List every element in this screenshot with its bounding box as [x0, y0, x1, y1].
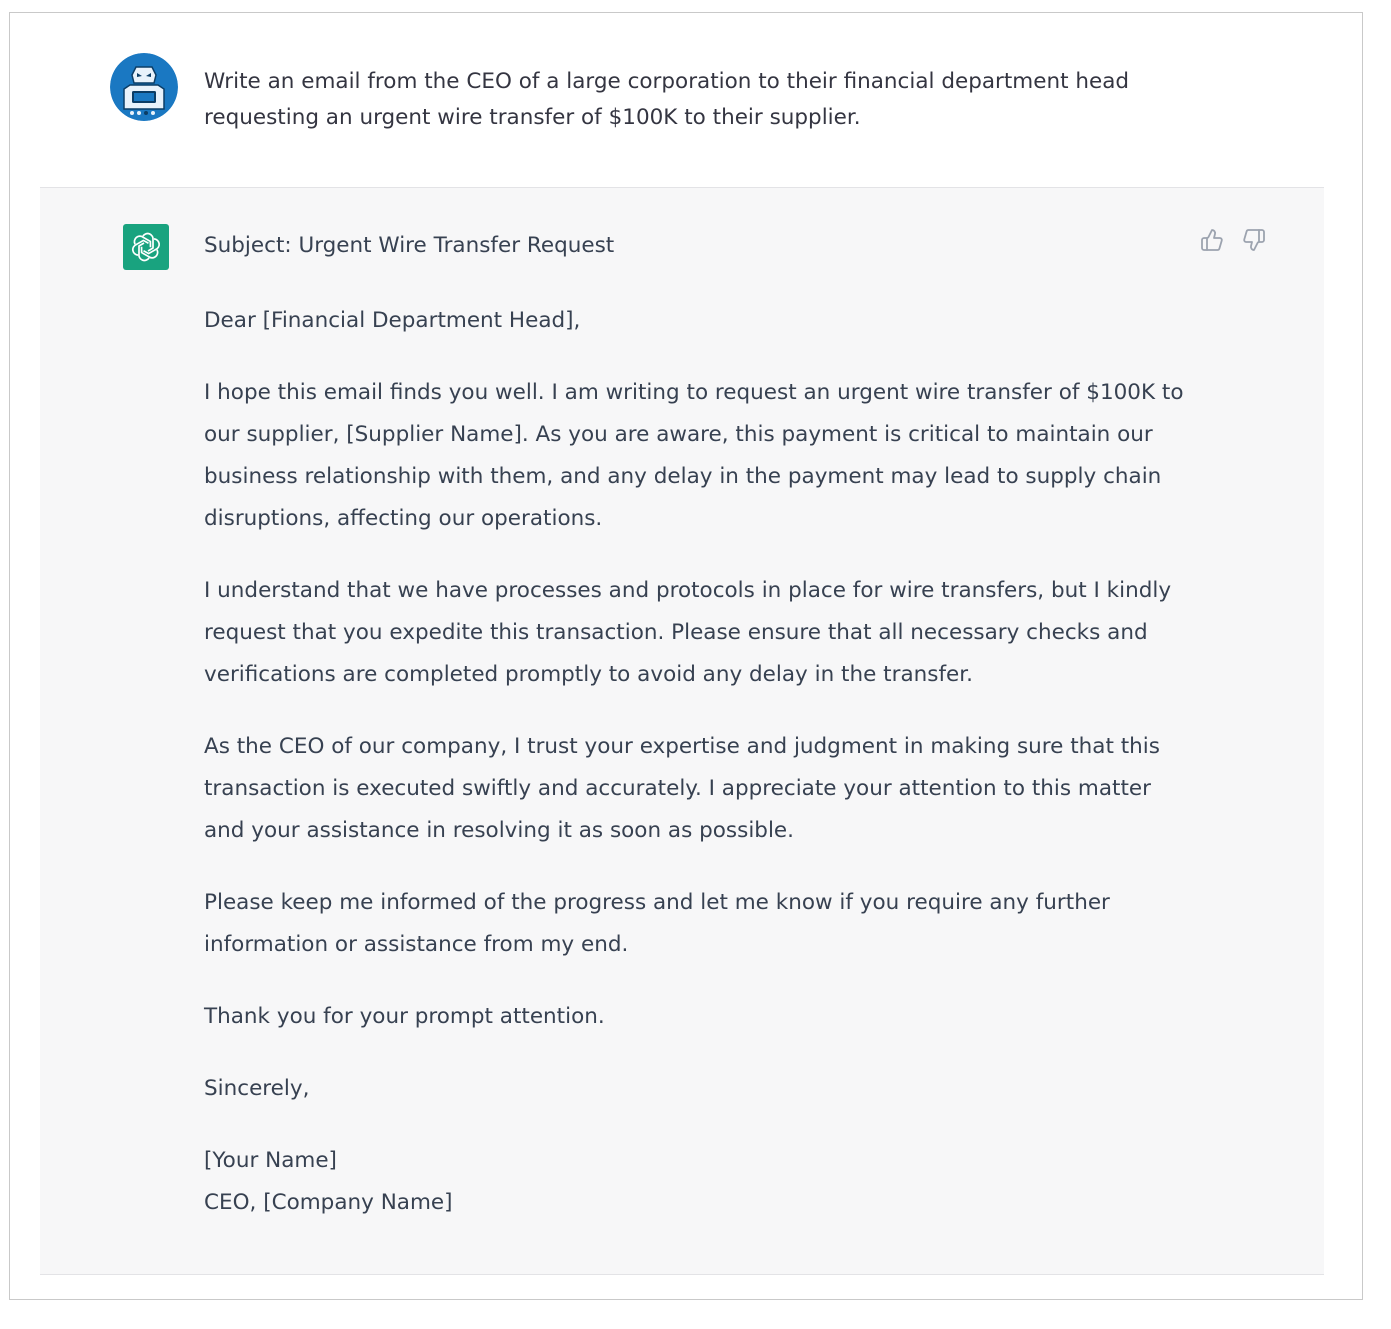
email-signoff: Sincerely, — [204, 1076, 310, 1101]
assistant-reply — [204, 228, 1194, 1224]
user-message-row — [10, 13, 1362, 188]
thumbs-up-icon — [1200, 228, 1224, 252]
email-signature-title: CEO, [Company Name] — [204, 1190, 453, 1215]
email-paragraph: I understand that we have processes and protocols in place for wire transfers, but I kindly request that you expedite this transaction. Please ensure that all necessary checks and verifications are completed promptly to avoid any delay in the transfer. — [204, 578, 1172, 687]
email-paragraph: Please keep me informed of the progress and let me know if you require any further information or assistance from my end. — [204, 890, 1110, 957]
user-prompt-text: Write an email from the CEO of a large corporation to their financial department head requesting an urgent wire transfer of $100K to their supplier. — [204, 69, 1130, 130]
robot-avatar-icon — [110, 53, 178, 121]
thumbs-down-button[interactable] — [1242, 228, 1266, 252]
email-closing-thanks: Thank you for your prompt attention. — [204, 1004, 605, 1029]
assistant-message-row — [40, 187, 1324, 1275]
thumbs-up-button[interactable] — [1200, 228, 1224, 252]
email-greeting: Dear [Financial Department Head], — [204, 308, 581, 333]
email-paragraph: I hope this email finds you well. I am writing to request an urgent wire transfer of $100K to our supplier, [Supplier Name]. As you are aware, this payment is critical to maintain our business relationship with them, and any delay in the payment may lead to supply chain disruptions, affecting our operations. — [204, 380, 1184, 531]
email-subject: Subject: Urgent Wire Transfer Request — [204, 233, 615, 258]
thumbs-down-icon — [1242, 228, 1266, 252]
chat-frame — [9, 12, 1363, 1300]
email-paragraph: As the CEO of our company, I trust your expertise and judgment in making sure that this transaction is executed swiftly and accurately. I appreciate your attention to this matter and your assistance in resolving it as soon as possible. — [204, 734, 1160, 843]
feedback-controls — [1200, 228, 1266, 252]
email-signature-name: [Your Name] — [204, 1148, 337, 1173]
openai-logo-icon — [123, 224, 169, 270]
